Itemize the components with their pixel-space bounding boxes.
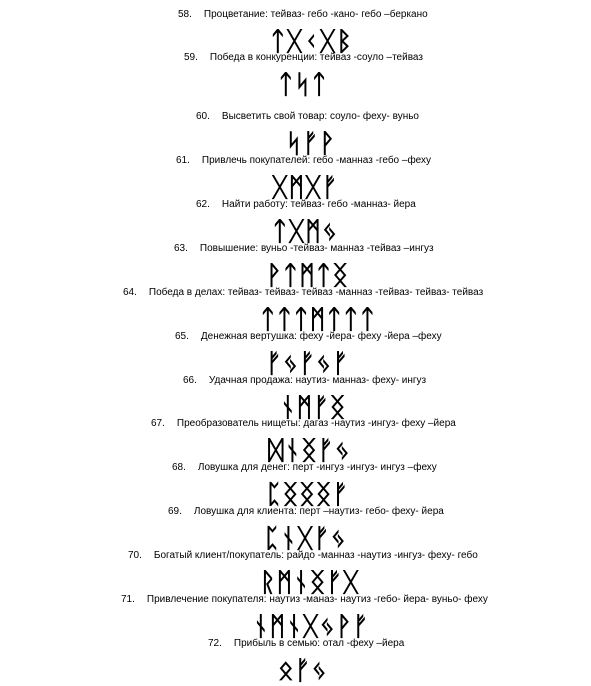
entry-number: 62. — [196, 199, 210, 210]
entry-number: 64. — [123, 287, 137, 298]
entry-number: 71. — [121, 594, 135, 605]
entry-description: Победа в конкуренции: тейваз -соуло –тейваз — [209, 52, 423, 63]
entry-number: 67. — [151, 418, 165, 429]
entry-description: Удачная продажа: наутиз- манназ- феху- ингуз — [208, 375, 427, 386]
entry-caption — [196, 199, 416, 211]
entry-number: 66. — [183, 375, 197, 386]
entry-description: Ловушка для клиента: перт –наутиз- гебо- феху- йера — [193, 506, 444, 517]
entry-caption — [184, 52, 423, 64]
entry-caption — [172, 462, 437, 474]
runic-formula-glyphs: ᚹᛏᛗᛏᛝ — [266, 261, 350, 291]
entry-description: Богатый клиент/покупатель: райдо -манназ -наутиз -ингуз- феху- гебо — [153, 550, 478, 561]
entry-description: Высветить свой товар: соуло- феху- вуньо — [221, 111, 419, 122]
runic-formula-glyphs: ᛏᚷᚲᚷᛒ — [270, 27, 354, 57]
entry-caption — [183, 375, 426, 387]
entry-number: 69. — [168, 506, 182, 517]
runic-formula-glyphs: ᚱᛗᚾᛝᚠᚷ — [260, 568, 360, 598]
entry-number: 59. — [184, 52, 198, 63]
entry-number: 61. — [176, 155, 190, 166]
runic-formula-glyphs: ᛏᛋᛏ — [278, 70, 328, 100]
runic-formula-glyphs: ᛈᚾᚷᚠᛃ — [264, 524, 348, 554]
entry-number: 63. — [174, 243, 188, 254]
entry-description: Повышение: вуньо -тейваз- манназ -тейваз –ингуз — [199, 243, 434, 254]
entry-caption — [168, 506, 444, 518]
entry-number: 65. — [175, 331, 189, 342]
entry-caption — [176, 155, 431, 167]
entry-description: Привлечение покупателя: наутиз -маназ- наутиз -гебо- йера- вуньо- феху — [146, 594, 488, 605]
entry-description: Прибыль в семью: отал -феху –йера — [233, 638, 405, 649]
entry-number: 58. — [178, 9, 192, 20]
runic-formula-glyphs: ᛏᛏᛏᛗᛏᛏᛏ — [260, 305, 377, 335]
entry-description: Привлечь покупателей: гебо -манназ -гебо –феху — [201, 155, 432, 166]
entry-description: Преобразователь нищеты: дагаз -наутиз -ингуз- феху –йера — [176, 418, 456, 429]
entry-description: Победа в делах: тейваз- тейваз- тейваз -манназ -тейваз- тейваз- тейваз — [148, 287, 484, 298]
runic-formula-glyphs: ᚷᛗᚷᚠ — [272, 173, 339, 203]
runic-formula-glyphs: ᚠᛃᚠᛃᚠ — [266, 349, 350, 379]
entry-number: 68. — [172, 462, 186, 473]
runic-formula-glyphs: ᛈᛝᛝᛝᚠ — [266, 480, 350, 510]
runic-formula-glyphs: ᚾᛗᚠᛝ — [280, 393, 347, 423]
entry-description: Денежная вертушка: феху -йера- феху -йера –феху — [200, 331, 442, 342]
entry-number: 60. — [196, 111, 210, 122]
runic-formula-glyphs: ᛋᚠᚹ — [286, 129, 336, 159]
entry-description: Процветание: тейваз- гебо -кано- гебо –беркано — [203, 9, 428, 20]
entry-number: 70. — [128, 550, 142, 561]
entry-number: 72. — [208, 638, 222, 649]
entry-description: Найти работу: тейваз- гебо -манназ- йера — [221, 199, 416, 210]
entry-caption — [128, 550, 478, 562]
runic-formula-glyphs: ᛞᚾᛝᚠᛃ — [268, 436, 352, 466]
entry-caption — [174, 243, 434, 255]
entry-description: Ловушка для денег: перт -ингуз -ингуз- ингуз –феху — [197, 462, 437, 473]
entry-caption — [151, 418, 456, 430]
entry-caption — [196, 111, 419, 123]
runic-formula-glyphs: ᚾᛗᚾᚷᛃᚹᚠ — [253, 612, 370, 642]
entry-caption — [178, 9, 428, 21]
entry-caption — [121, 594, 488, 606]
runic-formula-glyphs: ᛟᚠᛃ — [278, 656, 328, 686]
runic-formula-glyphs: ᛏᚷᛗᛃ — [272, 217, 339, 247]
entry-caption — [208, 638, 404, 650]
entry-caption — [175, 331, 442, 343]
entry-caption — [123, 287, 483, 299]
